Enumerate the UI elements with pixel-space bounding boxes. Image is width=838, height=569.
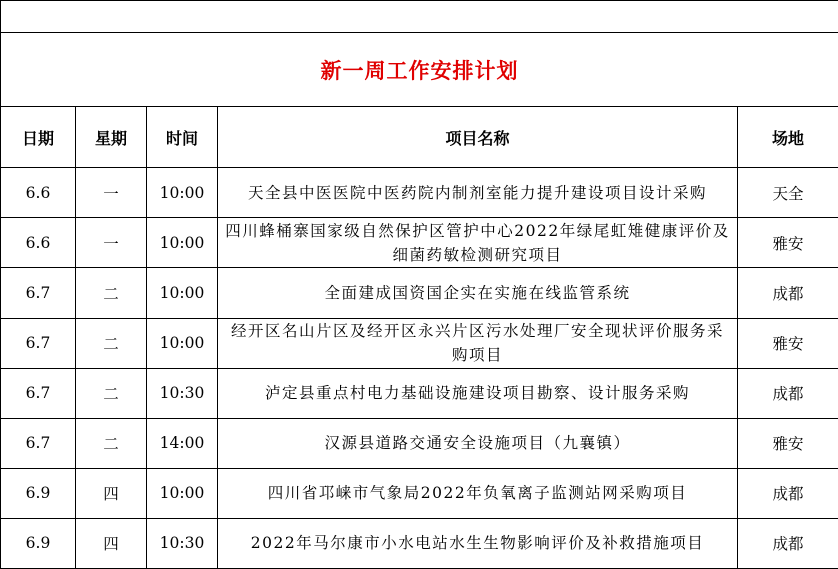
table-row [1,318,838,368]
time-cell: 10:00 [147,218,218,268]
venue-cell: 成都 [738,518,838,568]
weekday-cell: 四 [76,518,147,568]
date-cell: 6.7 [1,368,76,418]
table-row [1,518,838,568]
project-cell: 四川蜂桶寨国家级自然保护区管护中心2022年绿尾虹雉健康评价及细菌药敏检测研究项目 [218,218,738,268]
time-cell: 10:00 [147,168,218,218]
time-cell: 10:30 [147,518,218,568]
header-date: 日期 [1,107,76,168]
venue-cell: 雅安 [738,418,838,468]
time-cell: 10:00 [147,318,218,368]
venue-cell: 成都 [738,368,838,418]
time-cell: 10:00 [147,468,218,518]
date-cell: 6.7 [1,318,76,368]
table-row [1,268,838,318]
venue-cell: 天全 [738,168,838,218]
time-cell: 14:00 [147,418,218,468]
weekday-cell: 一 [76,218,147,268]
venue-cell: 成都 [738,268,838,318]
date-cell: 6.9 [1,518,76,568]
weekday-cell: 二 [76,318,147,368]
time-cell: 10:30 [147,368,218,418]
table-row [1,468,838,518]
project-cell: 2022年马尔康市小水电站水生生物影响评价及补救措施项目 [218,518,738,568]
date-cell: 6.9 [1,468,76,518]
project-cell: 四川省邛崃市气象局2022年负氧离子监测站网采购项目 [218,468,738,518]
weekday-cell: 一 [76,168,147,218]
table-row [1,168,838,218]
venue-cell: 成都 [738,468,838,518]
venue-cell: 雅安 [738,218,838,268]
project-cell: 全面建成国资国企实在实施在线监管系统 [218,268,738,318]
header-weekday: 星期 [76,107,147,168]
time-cell: 10:00 [147,268,218,318]
blank-row [1,1,838,33]
weekday-cell: 二 [76,268,147,318]
header-row [1,107,838,168]
title-cell [1,33,838,107]
date-cell: 6.6 [1,168,76,218]
project-cell: 泸定县重点村电力基础设施建设项目勘察、设计服务采购 [218,368,738,418]
table-row [1,418,838,468]
weekday-cell: 四 [76,468,147,518]
venue-cell: 雅安 [738,318,838,368]
table-row [1,218,838,268]
title-row [1,33,838,107]
header-time: 时间 [147,107,218,168]
weekday-cell: 二 [76,368,147,418]
weekday-cell: 二 [76,418,147,468]
page-title: 新一周工作安排计划 [320,57,519,83]
project-cell: 天全县中医医院中医药院内制剂室能力提升建设项目设计采购 [218,168,738,218]
header-project: 项目名称 [218,107,738,168]
table-row [1,368,838,418]
header-venue: 场地 [738,107,838,168]
date-cell: 6.7 [1,268,76,318]
project-cell: 汉源县道路交通安全设施项目（九襄镇） [218,418,738,468]
date-cell: 6.7 [1,418,76,468]
date-cell: 6.6 [1,218,76,268]
project-cell: 经开区名山片区及经开区永兴片区污水处理厂安全现状评价服务采购项目 [218,318,738,368]
blank-cell [1,1,838,33]
